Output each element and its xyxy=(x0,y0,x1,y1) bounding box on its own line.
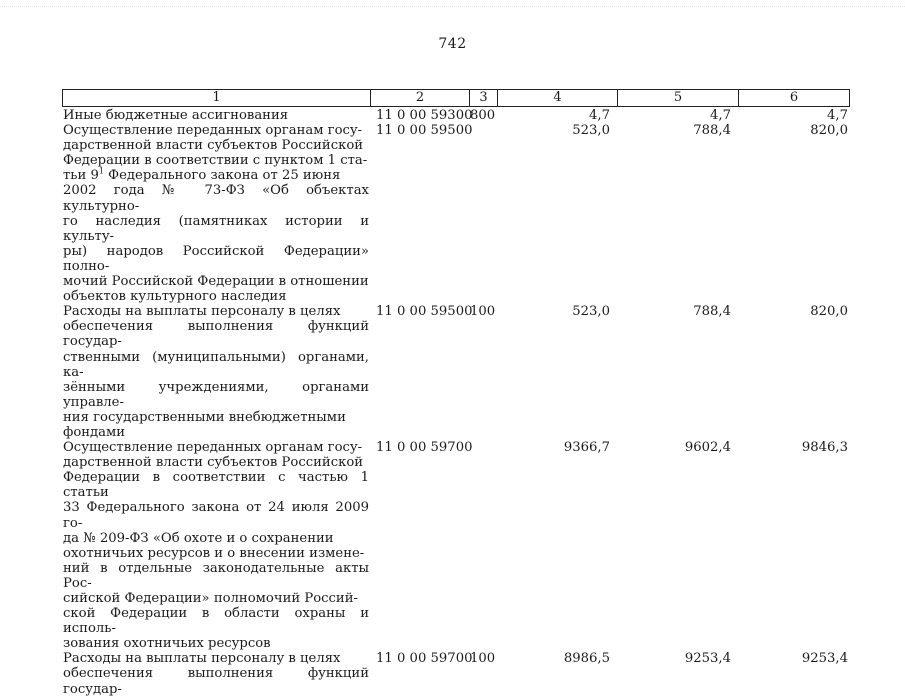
row-name-line xyxy=(63,168,369,183)
row-name-line: обеспечения выполнения функций государ- xyxy=(63,319,369,350)
row-name-line: Осуществление переданных органам госу- xyxy=(63,123,363,139)
row-name-line: ния государственными внебюджетными xyxy=(63,409,346,425)
row-value-6: 4,7 xyxy=(827,108,848,123)
row-value-5: 9253,4 xyxy=(684,651,731,667)
table-row xyxy=(62,123,850,304)
table-row xyxy=(62,304,850,440)
row-code: 11 0 00 59500 xyxy=(376,123,473,139)
column-header-5: 5 xyxy=(617,90,738,106)
row-name-line: Осуществление переданных органам госу- xyxy=(63,440,363,456)
row-value-5: 9602,4 xyxy=(684,440,731,456)
row-value-6: 9253,4 xyxy=(801,651,848,667)
table-body xyxy=(62,108,850,697)
row-value-4: 523,0 xyxy=(572,304,610,320)
scan-artifact-line xyxy=(0,6,905,11)
footnote-superscript: 1 xyxy=(98,166,104,176)
row-code: 11 0 00 59500 xyxy=(376,304,473,320)
row-name xyxy=(62,651,369,696)
row-name-text: Федерального закона от 25 июня xyxy=(103,168,341,184)
row-name-line: Федерации в соответствии с пунктом 1 ста- xyxy=(63,153,368,169)
table-row xyxy=(62,440,850,651)
row-value-4: 523,0 xyxy=(572,123,610,139)
row-code: 11 0 00 59700 xyxy=(376,440,473,456)
row-name-line: обеспечения выполнения функций государ- xyxy=(63,666,369,697)
row-name-line: сийской Федерации» полномочий Россий- xyxy=(63,591,358,606)
row-code: 11 0 00 59300 xyxy=(376,108,473,123)
row-name-line: ской Федерации в области охраны и исполь- xyxy=(63,606,369,637)
row-value-5: 788,4 xyxy=(693,304,731,320)
row-value-5: 4,7 xyxy=(710,108,731,123)
row-name xyxy=(62,304,369,440)
row-type: 100 xyxy=(470,304,496,320)
row-type: 800 xyxy=(470,108,496,123)
row-value-6: 820,0 xyxy=(810,123,848,139)
row-name: Иные бюджетные ассигнования xyxy=(63,108,289,123)
row-name-line: ний в отдельные законодательные акты Рос- xyxy=(63,560,369,591)
row-name-line: дарственной власти субъектов Российской xyxy=(63,138,364,154)
row-name-line: да № 209-ФЗ «Об охоте и о сохранении xyxy=(63,530,334,546)
row-name-line: фондами xyxy=(63,424,126,440)
column-header-1: 1 xyxy=(212,90,221,105)
row-type xyxy=(468,123,496,304)
row-name-line: объектов культурного наследия xyxy=(63,289,287,305)
row-name-line: 33 Федерального закона от 24 июля 2009 го- xyxy=(63,500,369,531)
row-name-line: Расходы на выплаты персоналу в целях xyxy=(63,304,341,320)
column-header-6: 6 xyxy=(738,90,849,106)
row-value-5: 788,4 xyxy=(693,123,731,139)
row-name-line: зёнными учреждениями, органами управле- xyxy=(63,379,369,410)
row-code: 11 0 00 59700 xyxy=(376,651,473,667)
row-type: 100 xyxy=(470,651,496,667)
row-name-line: мочий Российской Федерации в отношении xyxy=(63,274,369,290)
column-header-2: 2 xyxy=(370,90,469,106)
table-header-row xyxy=(62,89,850,107)
row-name-line: охотничьих ресурсов и о внесении измене- xyxy=(63,545,365,561)
row-name-line: дарственной власти субъектов Российской xyxy=(63,455,364,471)
column-header-4: 4 xyxy=(497,90,617,106)
table-row xyxy=(62,651,850,696)
row-value-4: 9366,7 xyxy=(563,440,610,456)
row-value-6: 820,0 xyxy=(810,304,848,320)
table-row xyxy=(62,108,850,123)
row-name-line: Федерации в соответствии с частью 1 статьи xyxy=(63,470,369,501)
column-header-3: 3 xyxy=(469,90,497,106)
row-value-4: 4,7 xyxy=(589,108,610,123)
row-name-line: 2002 года № 73-ФЗ «Об объектах культурно- xyxy=(63,183,369,214)
page-number: 742 xyxy=(438,36,467,52)
row-value-4: 8986,5 xyxy=(563,651,610,667)
row-name-text: тьи 9 xyxy=(63,168,99,184)
row-name xyxy=(62,440,369,651)
row-name-line: ры) народов Российской Федерации» полно- xyxy=(63,243,369,274)
row-name-line: ственными (муниципальными) органами, ка- xyxy=(63,349,369,380)
row-value-6: 9846,3 xyxy=(801,440,848,456)
row-name xyxy=(62,123,369,304)
row-type xyxy=(468,440,496,651)
row-name-line: го наследия (памятниках истории и культу- xyxy=(63,213,369,244)
row-name-line: зования охотничьих ресурсов xyxy=(63,636,271,652)
row-name-line: Расходы на выплаты персоналу в целях xyxy=(63,651,341,667)
